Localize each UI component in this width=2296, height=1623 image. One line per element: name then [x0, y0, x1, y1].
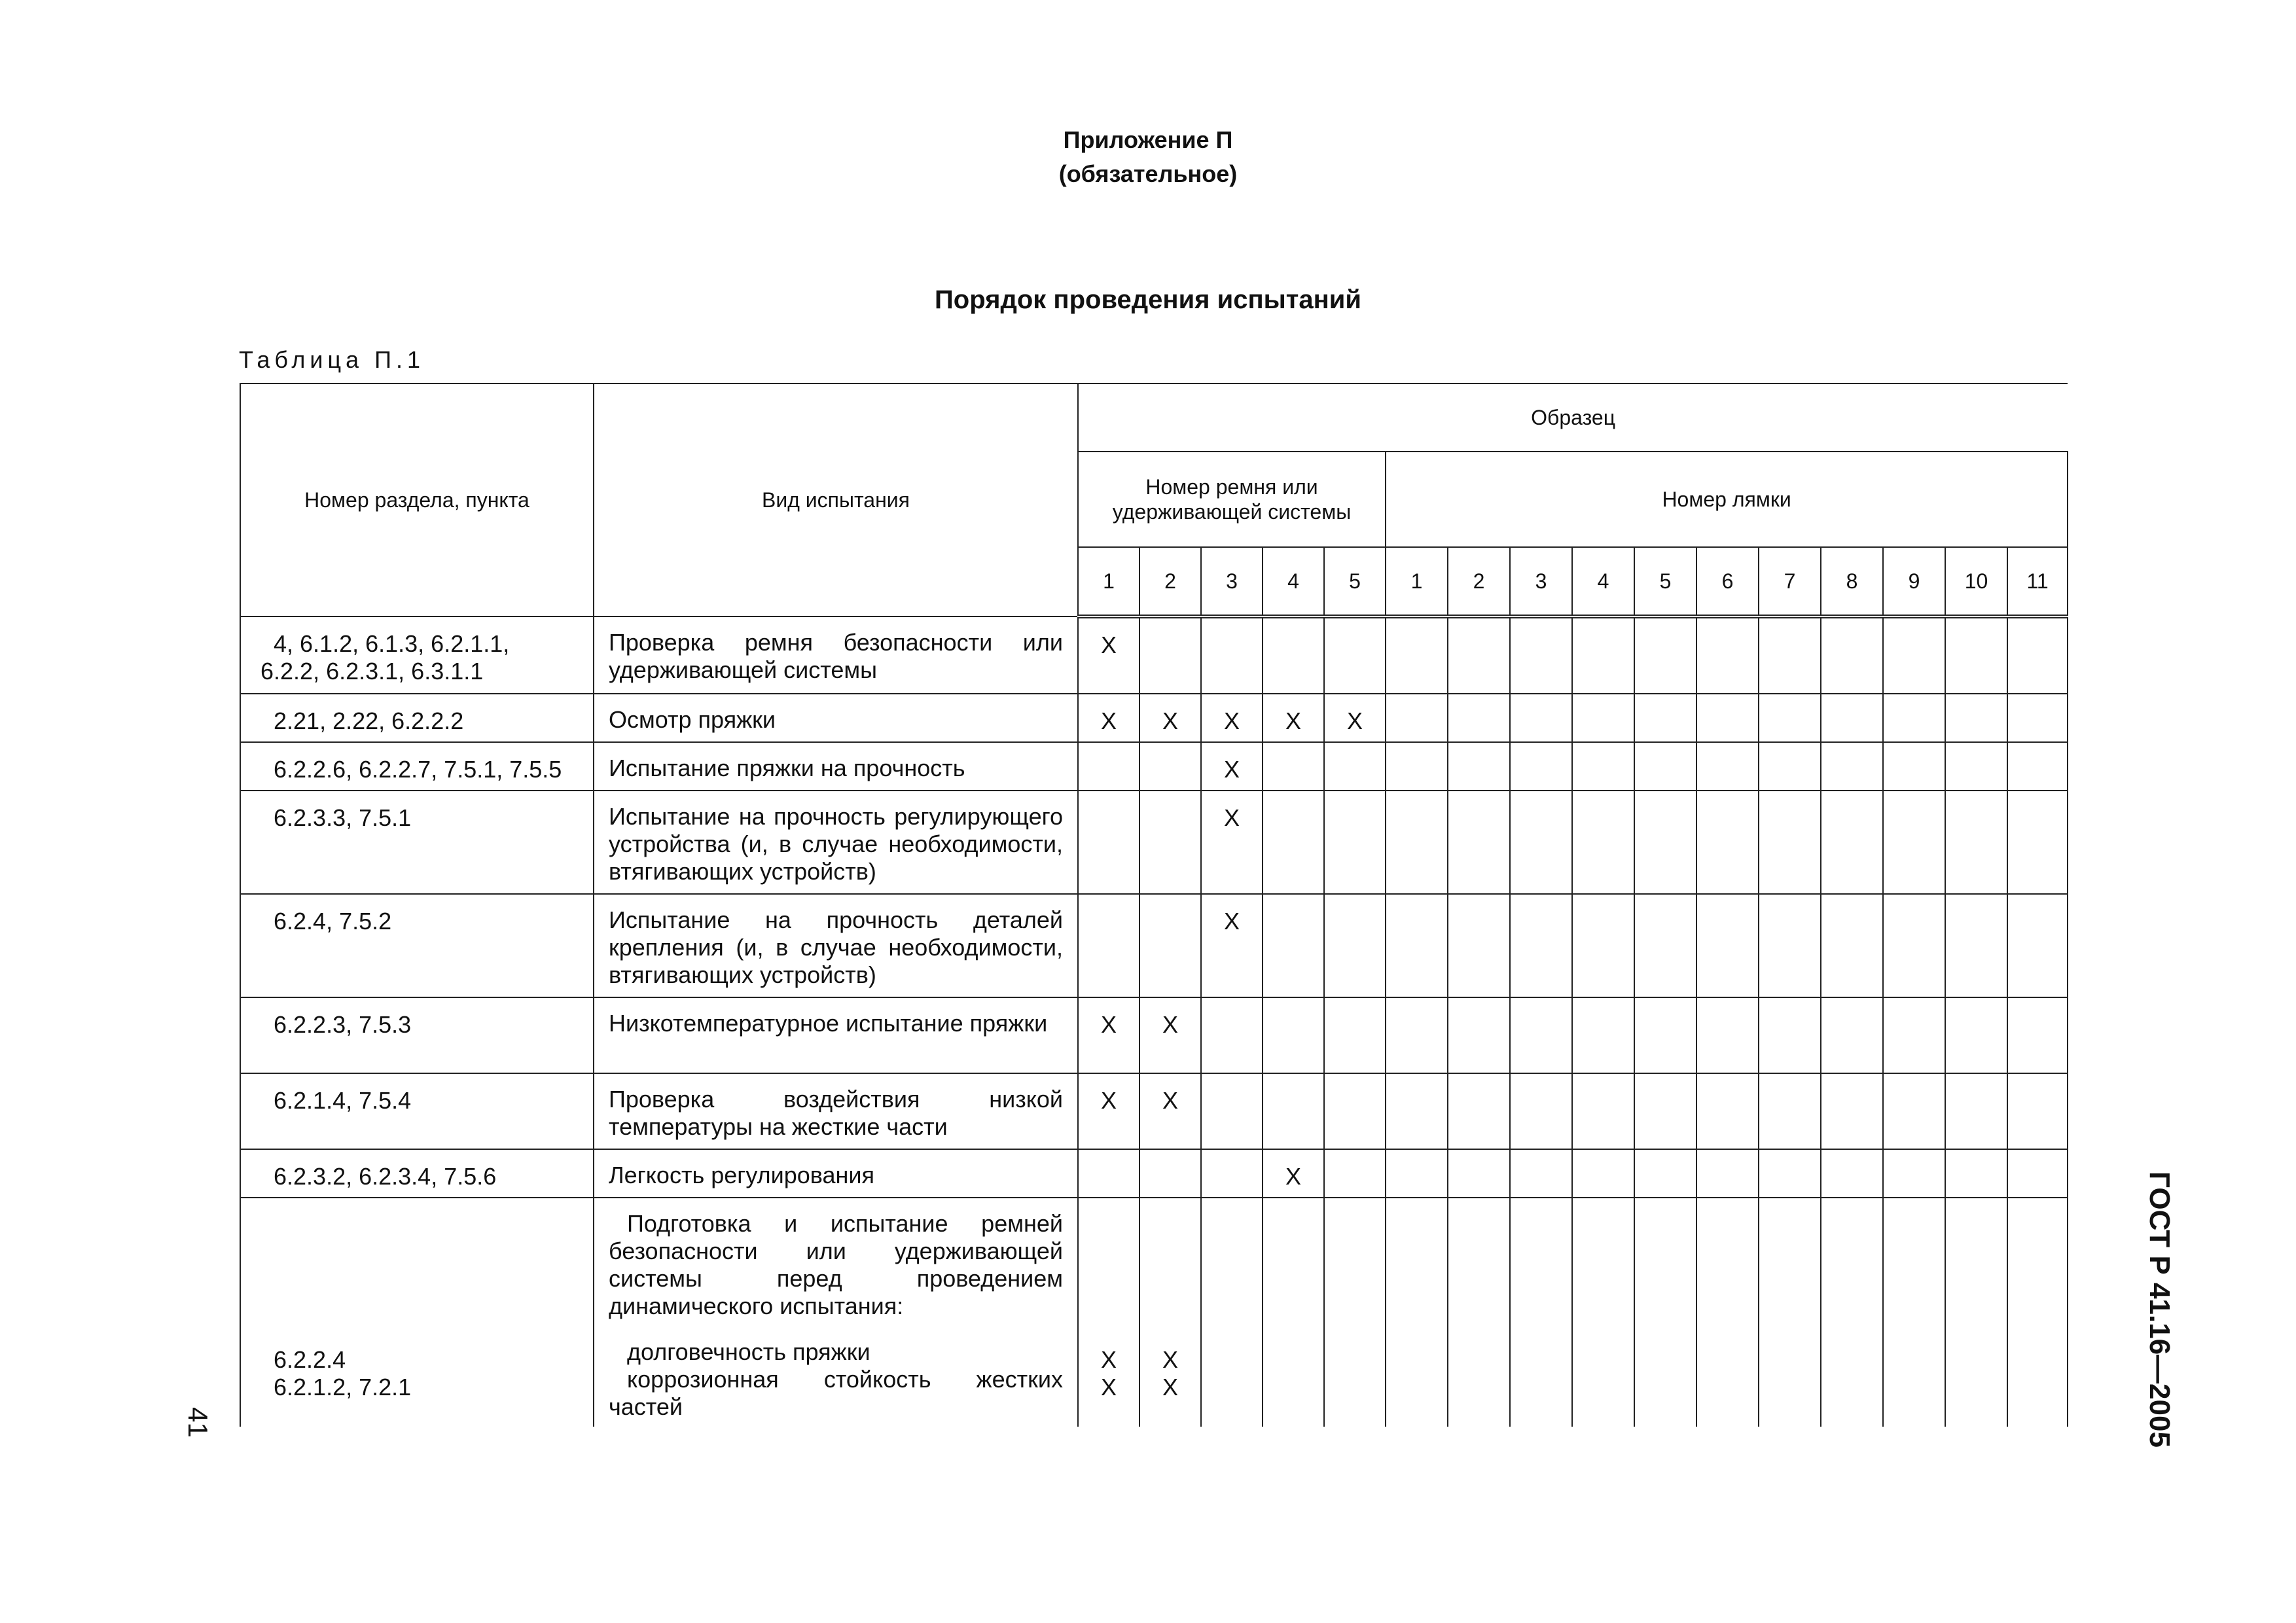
mark-cell [1263, 791, 1324, 894]
test-intro: Подготовка и испытание ремней безопасности или удерживающей системы перед проведением динамического испытания: [609, 1210, 1063, 1319]
mark-cell [1139, 1149, 1201, 1198]
table-row [240, 1198, 2068, 1427]
section-number: 6.2.3.2, 6.2.3.4, 7.5.6 [240, 1149, 594, 1198]
table-row [240, 997, 2068, 1073]
appendix-note: (обязательное) [1058, 160, 1238, 187]
mark-cell [1324, 997, 1386, 1073]
section-number: 6.2.2.6, 6.2.2.7, 7.5.1, 7.5.5 [240, 742, 594, 791]
section-number: 6.2.3.3, 7.5.1 [240, 791, 594, 894]
section-number: 6.2.2, 6.2.3.1, 6.3.1.1 [260, 658, 484, 685]
header-strap-col: 8 [1821, 547, 1883, 616]
header-strap-col: 1 [1386, 547, 1448, 616]
header-belt-col: 5 [1324, 547, 1386, 616]
test-cell: Испытание на прочность деталей крепления (и, в случае необходимости, втягивающих устройств) [594, 894, 1078, 997]
mark-cell: X [1139, 694, 1201, 742]
header-strap-number: Номер лямки [1386, 452, 2068, 547]
mark-cell [1263, 616, 1324, 694]
header-strap-col: 6 [1696, 547, 1759, 616]
section-number: 6.2.4, 7.5.2 [240, 894, 594, 997]
test-cell [594, 1198, 1078, 1427]
table-row [240, 742, 2068, 791]
mark-cell: X [1201, 894, 1263, 997]
section-number: 6.2.1.2, 7.2.1 [274, 1374, 412, 1400]
section-cell [240, 616, 594, 694]
page-heading: Порядок проведения испытаний [935, 285, 1361, 314]
mark-cell [1263, 1073, 1324, 1149]
mark-cell [1139, 616, 1201, 694]
header-strap-col: 4 [1572, 547, 1634, 616]
test-cell: Легкость регулирования [594, 1149, 1078, 1198]
mark-cell [1139, 1198, 1201, 1427]
mark: X [1100, 1374, 1117, 1400]
document-code: ГОСТ Р 41.16—2005 [2144, 1171, 2176, 1448]
page-number: 41 [183, 1407, 213, 1438]
section-number: 6.2.2.3, 7.5.3 [240, 997, 594, 1073]
header-belt-col: 2 [1139, 547, 1201, 616]
table-row [240, 1149, 2068, 1198]
mark-cell: X [1324, 694, 1386, 742]
mark-cell [1078, 742, 1139, 791]
header-belt-col: 4 [1263, 547, 1324, 616]
mark-cell [1324, 1073, 1386, 1149]
table-row [240, 1073, 2068, 1149]
mark: X [1100, 1346, 1117, 1373]
mark-cell: X [1078, 616, 1139, 694]
test-cell: Низкотемпературное испытание пряжки [594, 997, 1078, 1073]
header-test-type: Вид испытания [594, 383, 1078, 616]
header-section-number: Номер раздела, пункта [240, 383, 594, 616]
test-cell: Осмотр пряжки [594, 694, 1078, 742]
mark-cell [1324, 791, 1386, 894]
header-strap-col: 11 [2007, 547, 2068, 616]
mark-cell [1201, 997, 1263, 1073]
mark-cell: X [1201, 791, 1263, 894]
table-caption: Таблица П.1 [239, 346, 425, 373]
mark-cell [1078, 791, 1139, 894]
header-strap-col: 5 [1634, 547, 1696, 616]
section-number: 6.2.2.4 [274, 1346, 346, 1373]
mark-cell [1263, 894, 1324, 997]
table-row [240, 616, 2068, 694]
mark-cell [1201, 1149, 1263, 1198]
section-number: 2.21, 2.22, 6.2.2.2 [240, 694, 594, 742]
mark-cell: X [1263, 1149, 1324, 1198]
mark-cell: X [1201, 694, 1263, 742]
header-strap-col: 9 [1883, 547, 1945, 616]
header-strap-col: 2 [1448, 547, 1510, 616]
mark-cell [1263, 997, 1324, 1073]
test-cell: Проверка ремня безопасности или удерживающей системы [594, 616, 1078, 694]
mark-cell: X [1263, 694, 1324, 742]
section-cell [240, 1198, 594, 1427]
test-cell: Проверка воздействия низкой температуры на жесткие части [594, 1073, 1078, 1149]
mark-cell [1078, 1198, 1139, 1427]
section-number: 4, 6.1.2, 6.1.3, 6.2.1.1, [274, 630, 510, 657]
table-row [240, 791, 2068, 894]
table-row [240, 694, 2068, 742]
header-strap-col: 7 [1759, 547, 1821, 616]
mark-cell [1324, 742, 1386, 791]
mark-cell [1078, 894, 1139, 997]
mark-cell [1324, 894, 1386, 997]
test-subitem: долговечность пряжки [627, 1338, 870, 1365]
appendix-title [0, 123, 2296, 191]
mark-cell: X [1201, 742, 1263, 791]
mark-cell [1139, 894, 1201, 997]
mark-cell [1201, 1073, 1263, 1149]
mark-cell: X [1078, 694, 1139, 742]
header-belt-col: 1 [1078, 547, 1139, 616]
mark-cell [1078, 1149, 1139, 1198]
header-sample: Образец [1078, 383, 2068, 452]
appendix-label: Приложение П [1063, 126, 1233, 153]
mark-cell: X [1078, 997, 1139, 1073]
test-cell: Испытание пряжки на прочность [594, 742, 1078, 791]
table-row [240, 894, 2068, 997]
mark: X [1162, 1374, 1178, 1400]
mark: X [1162, 1346, 1178, 1373]
mark-cell [1324, 616, 1386, 694]
test-cell: Испытание на прочность регулирующего устройства (и, в случае необходимости, втягивающих устройств) [594, 791, 1078, 894]
header-belt-col: 3 [1201, 547, 1263, 616]
test-subitem: коррозионная стойкость жестких частей [609, 1366, 1063, 1420]
mark-cell [1201, 616, 1263, 694]
header-belt-number: Номер ремня или удерживающей системы [1078, 452, 1386, 547]
test-order-table [240, 383, 2068, 1427]
mark-cell [1324, 1149, 1386, 1198]
mark-cell: X [1139, 1073, 1201, 1149]
mark-cell: X [1139, 997, 1201, 1073]
mark-cell [1139, 742, 1201, 791]
header-strap-col: 10 [1945, 547, 2007, 616]
mark-cell [1139, 791, 1201, 894]
section-number: 6.2.1.4, 7.5.4 [240, 1073, 594, 1149]
mark-cell [1263, 742, 1324, 791]
header-strap-col: 3 [1510, 547, 1572, 616]
mark-cell: X [1078, 1073, 1139, 1149]
